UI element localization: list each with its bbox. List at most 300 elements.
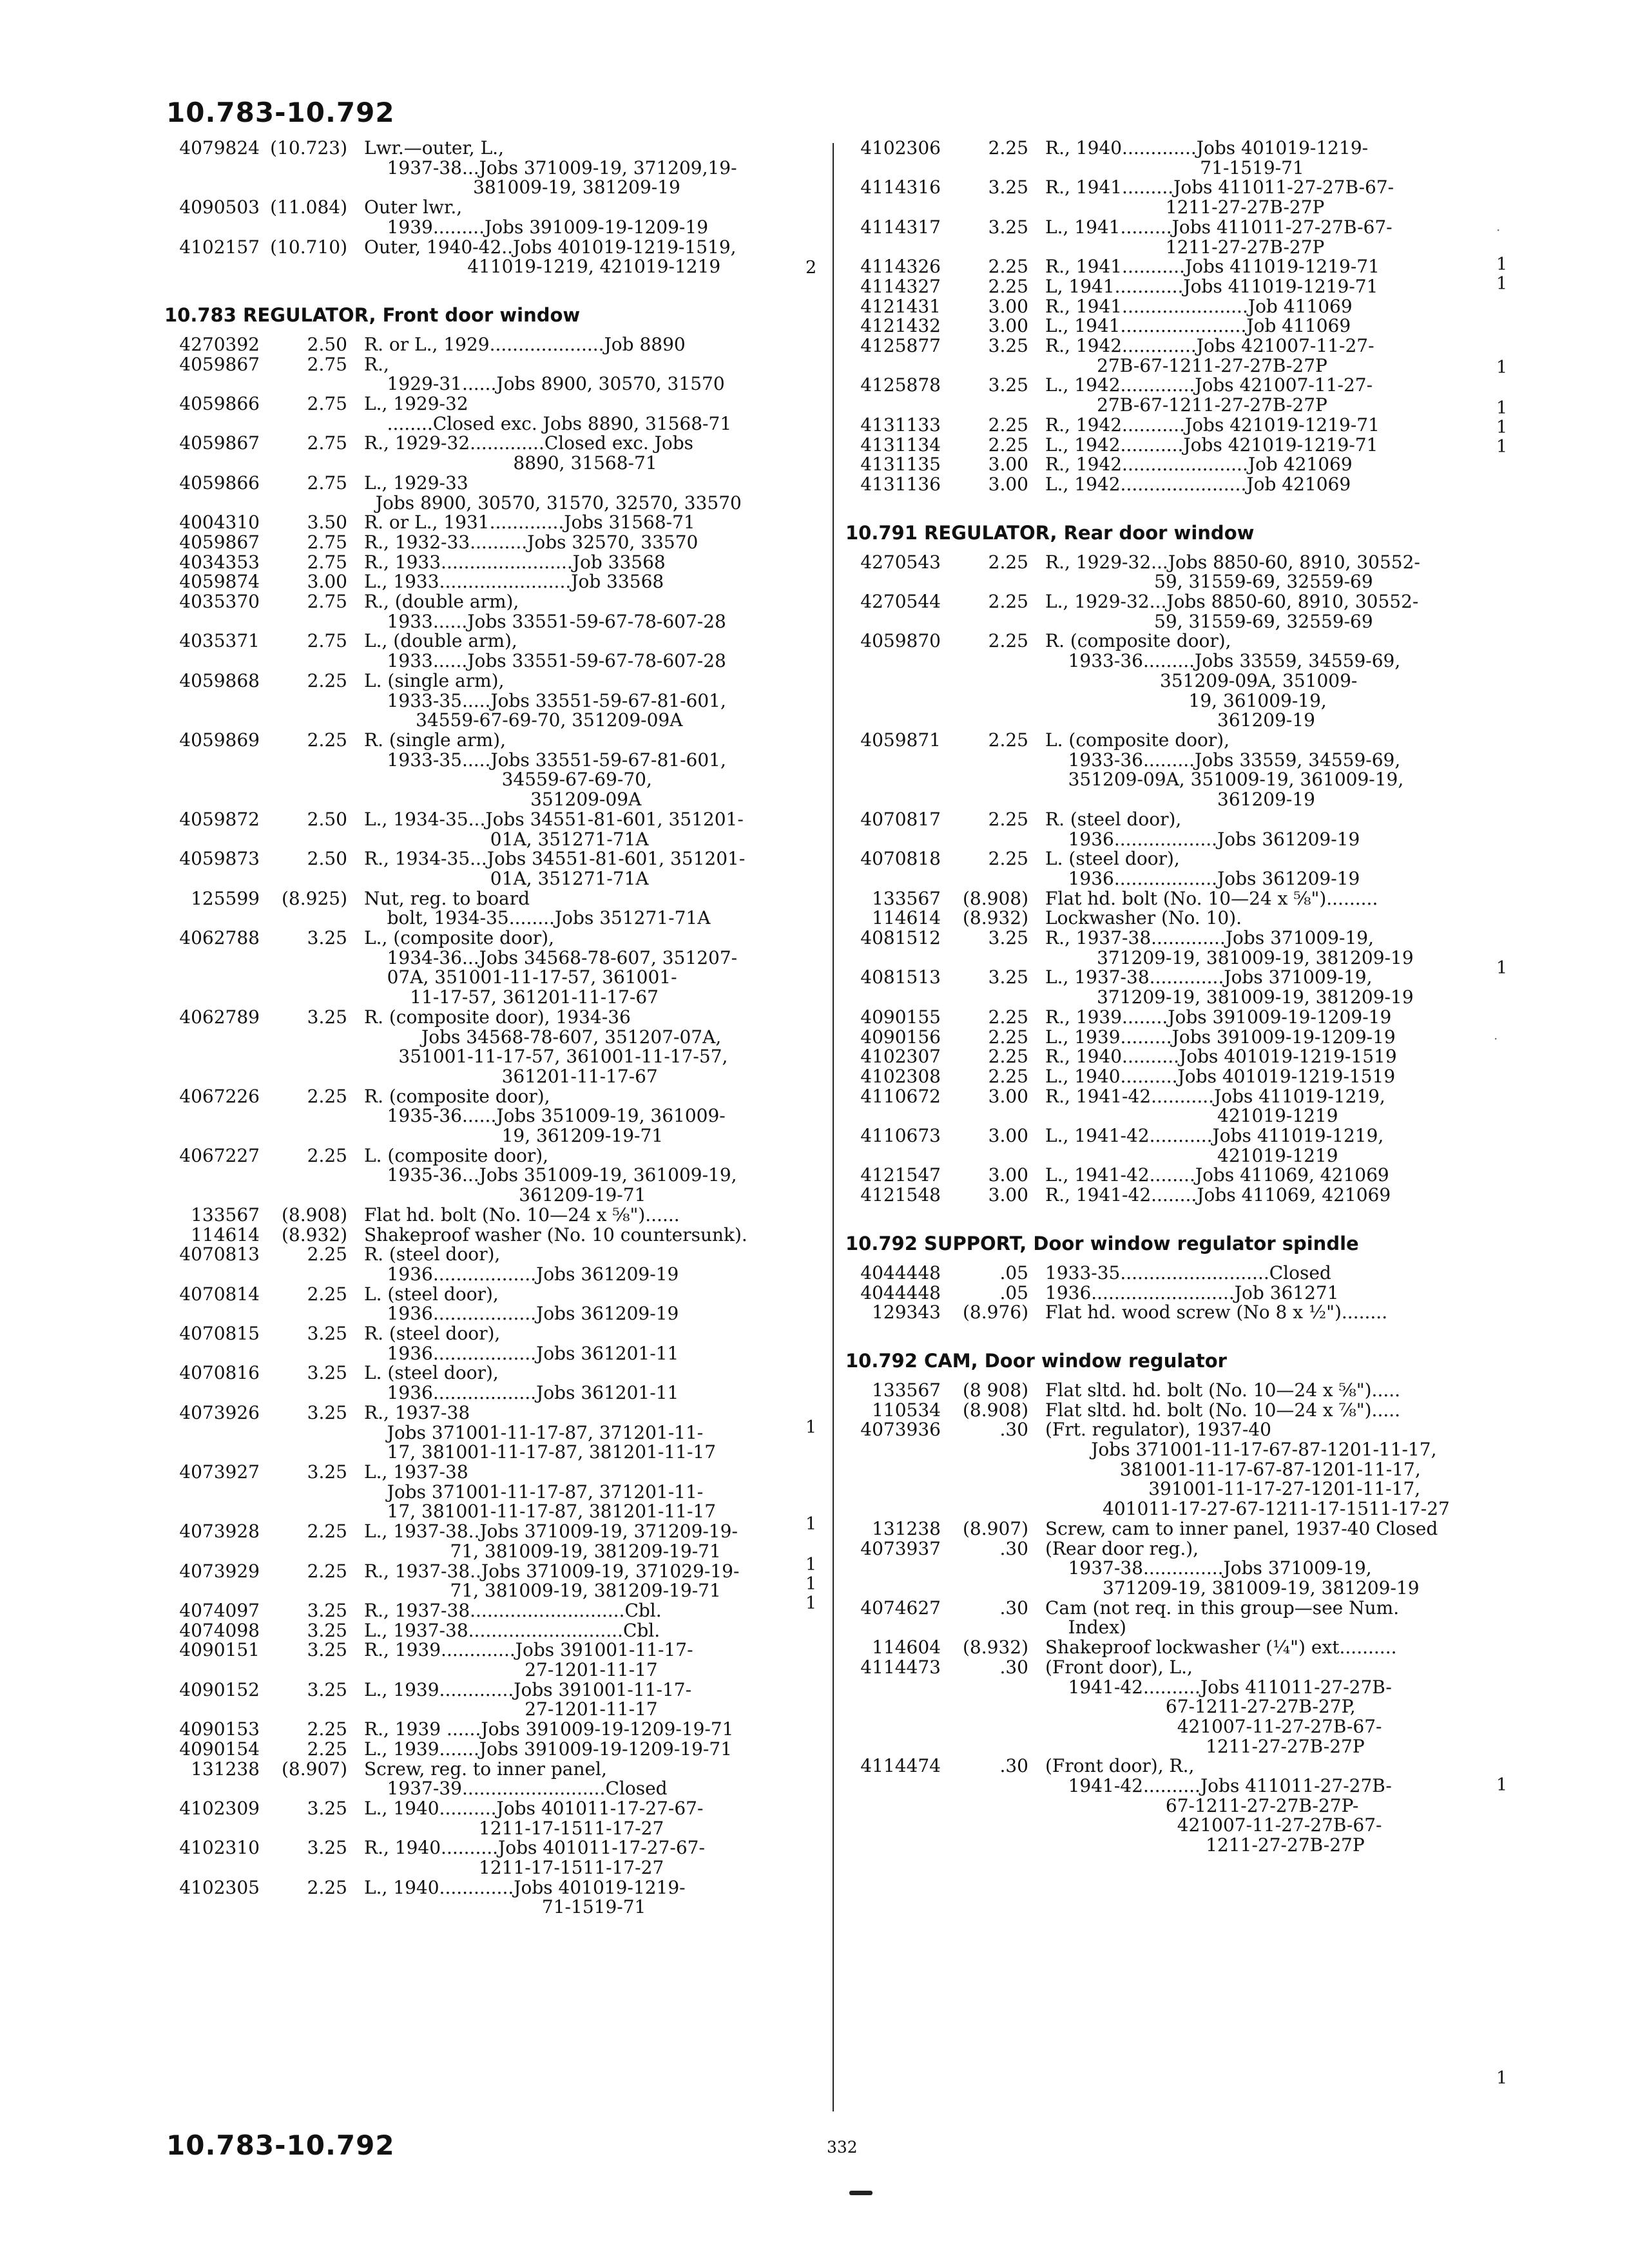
part-row: [164, 474, 809, 513]
description-line: Screw, cam to inner panel, 1937-40 Closed: [1045, 1517, 1438, 1539]
description-line: 1934-36...Jobs 34568-78-607, 351207-: [364, 947, 738, 968]
description-line: 27B-67-1211-27-27B-27P: [1045, 394, 1327, 416]
part-number: 4102305: [179, 1876, 260, 1898]
part-price: 2.75: [307, 432, 347, 454]
description-line: 1933-36.........Jobs 33559, 34559-69,: [1045, 749, 1401, 771]
part-price: 2.25: [988, 1026, 1028, 1048]
part-description: [1045, 1756, 1448, 1856]
part-row: [845, 1264, 1448, 1283]
description-line: 1937-39.........................Closed: [364, 1778, 668, 1800]
description-line: R., 1940.............Jobs 401019-1219-: [1045, 137, 1369, 159]
description-line: L., 1937-38..Jobs 371009-19, 371209-19-: [364, 1521, 738, 1542]
part-row: [164, 1245, 809, 1284]
description-line: 59, 31559-69, 32559-69: [1045, 571, 1373, 593]
section-heading: 10.791 REGULATOR, Rear door window: [845, 521, 1255, 544]
part-number: 4079824: [179, 137, 260, 159]
description-line: R., 1929-32.............Closed exc. Jobs: [364, 432, 694, 454]
part-description: [1045, 1008, 1448, 1028]
part-description: [364, 198, 809, 237]
part-number: 4270543: [860, 551, 941, 573]
part-description: [364, 1621, 809, 1641]
part-description: [1045, 1264, 1448, 1283]
description-line: L. (composite door),: [1045, 729, 1230, 751]
description-line: 1211-27-27B-27P: [1045, 197, 1325, 218]
part-price: 2.75: [307, 472, 347, 494]
margin-mark: 1: [1496, 255, 1508, 274]
part-description: [364, 1562, 809, 1601]
part-row: [164, 631, 809, 671]
part-number: 125599: [191, 887, 260, 909]
part-number: 4131136: [860, 473, 941, 495]
description-line: 19, 361209-19-71: [364, 1125, 664, 1147]
part-description: [364, 434, 809, 473]
description-line: 371209-19, 381009-19, 381209-19: [1045, 986, 1414, 1008]
part-price: 3.25: [307, 1797, 347, 1819]
part-description: [364, 1463, 809, 1522]
description-line: 1933-36.........Jobs 33559, 34559-69,: [1045, 650, 1401, 672]
part-price: .30: [999, 1419, 1028, 1441]
part-description: [1045, 1658, 1448, 1757]
part-row: [845, 1420, 1448, 1519]
description-line: R., 1942......................Job 421069: [1045, 454, 1353, 476]
part-row: [164, 1680, 809, 1720]
description-line: L., 1939.........Jobs 391009-19-1209-19: [1045, 1026, 1396, 1048]
description-line: R. (composite door), 1934-36: [364, 1006, 631, 1028]
description-line: Flat hd. bolt (No. 10—24 x ⅝").........: [1045, 887, 1378, 909]
description-line: L., 1940..........Jobs 401011-17-27-67-: [364, 1797, 704, 1819]
description-line: R. (composite door),: [364, 1085, 550, 1107]
part-number: 133567: [872, 1379, 941, 1401]
description-line: L., 1929-32...Jobs 8850-60, 8910, 30552-: [1045, 591, 1419, 613]
part-description: [364, 889, 809, 928]
part-price: 2.75: [307, 531, 347, 553]
description-line: Flat sltd. hd. bolt (No. 10—24 x ⅝").....: [1045, 1379, 1401, 1401]
description-line: 381001-11-17-67-87-1201-11-17,: [1045, 1458, 1421, 1480]
part-price: (8.908): [281, 1204, 347, 1225]
part-row: [845, 1638, 1448, 1658]
part-price: 2.25: [307, 1738, 347, 1760]
part-price: (8.976): [962, 1302, 1028, 1323]
description-line: R. (composite door),: [1045, 630, 1231, 652]
part-price: 2.50: [307, 848, 347, 870]
description-line: 381009-19, 381209-19: [364, 177, 680, 198]
part-price: 2.25: [988, 1006, 1028, 1028]
part-description: [1045, 908, 1448, 928]
part-number: 4070813: [179, 1244, 260, 1265]
part-price: 3.25: [307, 1619, 347, 1641]
part-description: [364, 1403, 809, 1463]
part-row: [164, 1522, 809, 1561]
description-line: (Frt. regulator), 1937-40: [1045, 1419, 1271, 1441]
description-line: 421019-1219: [1045, 1144, 1338, 1166]
part-description: [1045, 376, 1448, 415]
part-number: 4059867: [179, 531, 260, 553]
part-price: 2.25: [988, 551, 1028, 573]
part-description: [1045, 1599, 1448, 1638]
part-row: [845, 1756, 1448, 1856]
part-description: [1045, 889, 1448, 909]
part-description: [1045, 218, 1448, 257]
part-number: 4035370: [179, 591, 260, 613]
part-description: [364, 1720, 809, 1740]
part-description: [1045, 928, 1448, 968]
part-row: [164, 1206, 809, 1225]
part-row: [845, 1303, 1448, 1323]
description-line: R. (steel door),: [1045, 808, 1182, 830]
description-line: 1939.........Jobs 391009-19-1209-19: [364, 216, 709, 238]
part-price: 3.25: [307, 1323, 347, 1345]
description-line: R., 1941......................Job 411069: [1045, 295, 1353, 317]
part-description: [364, 513, 809, 533]
description-line: 391001-11-17-27-1201-11-17,: [1045, 1478, 1421, 1500]
part-number: 4073927: [179, 1461, 260, 1483]
description-line: L., 1934-35...Jobs 34551-81-601, 351201-: [364, 808, 744, 830]
part-row: [845, 455, 1448, 475]
part-description: [364, 731, 809, 810]
description-line: 1211-27-27B-27P: [1045, 236, 1325, 258]
part-row: [845, 1028, 1448, 1048]
description-line: 27B-67-1211-27-27B-27P: [1045, 354, 1327, 376]
part-description: [364, 139, 809, 198]
part-number: 4121432: [860, 315, 941, 337]
description-line: 361209-19-71: [364, 1184, 646, 1206]
description-line: R., 1933.......................Job 33568: [364, 551, 666, 573]
part-row: [164, 1760, 809, 1799]
part-number: 4034353: [179, 551, 260, 573]
part-price: 2.25: [307, 1085, 347, 1107]
part-price: 3.00: [988, 473, 1028, 495]
description-line: Lwr.—outer, L.,: [364, 137, 504, 159]
part-number: 4114473: [860, 1656, 941, 1678]
part-description: [364, 1640, 809, 1680]
description-line: 361209-19: [1045, 789, 1315, 811]
part-price: 2.25: [307, 1876, 347, 1898]
part-price: 3.25: [307, 1837, 347, 1859]
description-line: R., 1942...........Jobs 421019-1219-71: [1045, 414, 1380, 436]
description-line: 421007-11-27-27B-67-: [1045, 1715, 1382, 1737]
part-number: 4270392: [179, 333, 260, 355]
part-description: [1045, 436, 1448, 456]
part-description: [364, 533, 809, 553]
description-line: 421007-11-27-27B-67-: [1045, 1814, 1382, 1836]
margin-mark: 1: [1496, 274, 1508, 294]
description-line: R. (steel door),: [364, 1323, 501, 1345]
page-header-bottom: 10.783-10.792: [166, 2129, 395, 2161]
part-row: [845, 631, 1448, 731]
part-description: [1045, 1028, 1448, 1048]
part-price: 2.25: [988, 275, 1028, 297]
part-description: [364, 1245, 809, 1284]
description-line: R., 1941-42........Jobs 411069, 421069: [1045, 1184, 1391, 1206]
description-line: L, 1941............Jobs 411019-1219-71: [1045, 275, 1378, 297]
part-description: [1045, 1519, 1448, 1539]
description-line: 17, 381001-11-17-87, 381201-11-17: [364, 1441, 717, 1463]
part-description: [1045, 968, 1448, 1007]
description-line: (Front door), R.,: [1045, 1755, 1195, 1777]
description-line: R., 1939........Jobs 391009-19-1209-19: [1045, 1006, 1392, 1028]
part-price: 3.00: [307, 571, 347, 593]
margin-tick: ·: [1494, 1031, 1498, 1046]
part-price: 2.25: [988, 1046, 1028, 1068]
description-line: (Front door), L.,: [1045, 1656, 1193, 1678]
description-line: Shakeproof washer (No. 10 countersunk).: [364, 1224, 747, 1245]
part-row: [164, 928, 809, 1008]
part-row: [164, 1008, 809, 1087]
part-number: 133567: [872, 887, 941, 909]
part-description: [1045, 1047, 1448, 1067]
part-number: 4067226: [179, 1085, 260, 1107]
part-description: [1045, 1420, 1448, 1519]
part-row: [164, 1363, 809, 1403]
part-price: 3.25: [307, 1639, 347, 1661]
part-number: 114604: [872, 1637, 941, 1658]
description-line: 1941-42..........Jobs 411011-27-27B-: [1045, 1676, 1392, 1698]
part-number: 4114326: [860, 256, 941, 278]
part-description: [1045, 1539, 1448, 1599]
description-line: 371209-19, 381009-19, 381209-19: [1045, 947, 1414, 968]
part-description: [364, 1285, 809, 1324]
left-column: [164, 139, 809, 1917]
part-number: 4110673: [860, 1125, 941, 1147]
description-line: 351209-09A, 351009-: [1045, 669, 1358, 691]
description-line: L. (single arm),: [364, 669, 505, 691]
part-price: (10.710): [270, 236, 347, 258]
part-number: 4059870: [860, 630, 941, 652]
margin-mark: 1: [1496, 398, 1508, 418]
description-line: R., 1937-38.............Jobs 371009-19,: [1045, 927, 1374, 949]
part-row: [845, 968, 1448, 1007]
part-row: [164, 1087, 809, 1146]
part-row: [845, 553, 1448, 592]
part-row: [845, 928, 1448, 968]
part-price: 3.00: [988, 315, 1028, 337]
description-line: 351209-09A, 351009-19, 361009-19,: [1045, 769, 1404, 791]
description-line: R., 1940..........Jobs 401019-1219-1519: [1045, 1046, 1397, 1068]
part-description: [364, 1760, 809, 1799]
part-description: [364, 394, 809, 434]
part-row: [845, 889, 1448, 909]
part-row: [164, 1403, 809, 1463]
description-line: 27-1201-11-17: [364, 1698, 658, 1720]
part-row: [164, 849, 809, 889]
part-row: [164, 1838, 809, 1878]
part-row: [845, 1539, 1448, 1599]
description-line: 07A, 351001-11-17-57, 361001-: [364, 966, 677, 988]
part-row: [845, 1401, 1448, 1421]
part-description: [1045, 731, 1448, 810]
part-number: 133567: [191, 1204, 260, 1225]
part-row: [164, 1740, 809, 1760]
description-line: R., 1932-33..........Jobs 32570, 33570: [364, 531, 699, 553]
part-description: [364, 1225, 809, 1245]
part-description: [1045, 1381, 1448, 1401]
part-price: 2.25: [307, 1144, 347, 1166]
description-line: 1937-38...Jobs 371009-19, 371209,19-: [364, 157, 737, 178]
description-line: 34559-67-69-70,: [364, 769, 652, 791]
right-column: [845, 139, 1448, 1856]
part-number: 110534: [872, 1399, 941, 1421]
margin-mark: 1: [805, 1593, 817, 1613]
part-number: 4059874: [179, 571, 260, 593]
part-number: 4090152: [179, 1678, 260, 1700]
part-price: 2.50: [307, 808, 347, 830]
description-line: R. or L., 1929....................Job 8890: [364, 333, 686, 355]
part-row: [164, 810, 809, 849]
description-line: 1933......Jobs 33551-59-67-78-607-28: [364, 610, 726, 632]
part-row: [845, 475, 1448, 495]
part-description: [364, 592, 809, 631]
page-header-top: 10.783-10.792: [166, 97, 395, 128]
part-price: 2.25: [307, 1244, 347, 1265]
part-description: [364, 572, 809, 592]
part-number: 4070816: [179, 1362, 260, 1384]
description-line: L., 1941-42........Jobs 411069, 421069: [1045, 1164, 1389, 1186]
part-description: [364, 810, 809, 849]
description-line: R.,: [364, 353, 389, 375]
description-line: R., 1937-38..Jobs 371009-19, 371029-19-: [364, 1560, 740, 1582]
part-row: [845, 1008, 1448, 1028]
part-description: [364, 631, 809, 671]
description-line: R., 1929-32...Jobs 8850-60, 8910, 30552-: [1045, 551, 1420, 573]
part-price: 3.25: [988, 177, 1028, 198]
part-number: 4062789: [179, 1006, 260, 1028]
description-line: R., 1939.............Jobs 391001-11-17-: [364, 1639, 693, 1661]
part-description: [1045, 1087, 1448, 1126]
description-line: 361201-11-17-67: [364, 1065, 658, 1087]
part-row: [845, 178, 1448, 217]
part-description: [1045, 631, 1448, 731]
description-line: R., (double arm),: [364, 591, 519, 613]
part-description: [364, 355, 809, 394]
part-number: 4121548: [860, 1184, 941, 1206]
description-line: R., 1941.........Jobs 411011-27-27B-67-: [1045, 177, 1394, 198]
part-description: [1045, 810, 1448, 849]
description-line: R., 1942.............Jobs 421007-11-27-: [1045, 335, 1374, 357]
part-price: 2.75: [307, 591, 347, 613]
part-row: [164, 434, 809, 473]
part-price: .30: [999, 1597, 1028, 1619]
part-row: [164, 1562, 809, 1601]
part-description: [364, 1838, 809, 1878]
description-line: R., 1941...........Jobs 411019-1219-71: [1045, 256, 1380, 278]
part-number: 4131134: [860, 434, 941, 456]
part-number: 4044448: [860, 1262, 941, 1283]
description-line: L., 1929-33: [364, 472, 468, 494]
part-description: [364, 1363, 809, 1403]
part-description: [364, 1008, 809, 1087]
part-price: 2.25: [988, 256, 1028, 278]
part-row: [164, 355, 809, 394]
part-row: [164, 1146, 809, 1206]
part-price: .05: [999, 1282, 1028, 1303]
description-line: 1929-31......Jobs 8900, 30570, 31570: [364, 373, 725, 395]
part-row: [845, 257, 1448, 277]
part-description: [1045, 336, 1448, 376]
part-description: [1045, 849, 1448, 889]
part-price: (8.907): [281, 1758, 347, 1780]
description-line: 71, 381009-19, 381209-19-71: [364, 1580, 721, 1602]
part-row: [164, 198, 809, 237]
description-line: 67-1211-27-27B-27P-: [1045, 1794, 1359, 1816]
part-price: 3.25: [988, 966, 1028, 988]
description-line: L. (steel door),: [1045, 848, 1180, 870]
description-line: 67-1211-27-27B-27P,: [1045, 1696, 1356, 1718]
part-number: 4074098: [179, 1619, 260, 1641]
part-price: 2.25: [307, 1283, 347, 1305]
description-line: L., 1941......................Job 411069: [1045, 315, 1351, 337]
part-description: [364, 1601, 809, 1621]
part-price: 2.75: [307, 353, 347, 375]
description-line: Lockwasher (No. 10).: [1045, 907, 1242, 929]
part-description: [1045, 316, 1448, 336]
description-line: L., 1942.............Jobs 421007-11-27-: [1045, 374, 1373, 396]
description-line: 71-1519-71: [364, 1896, 646, 1918]
part-number: 4074097: [179, 1599, 260, 1621]
part-description: [1045, 1186, 1448, 1206]
part-row: [845, 592, 1448, 631]
part-price: 3.00: [988, 295, 1028, 317]
part-price: 3.25: [307, 1006, 347, 1028]
part-number: 4067227: [179, 1144, 260, 1166]
part-price: .05: [999, 1262, 1028, 1283]
description-line: 17, 381001-11-17-87, 381201-11-17: [364, 1501, 717, 1523]
part-row: [164, 572, 809, 592]
part-price: .30: [999, 1755, 1028, 1777]
part-price: 2.75: [307, 630, 347, 652]
part-price: 2.25: [988, 808, 1028, 830]
section-heading: 10.792 SUPPORT, Door window regulator spindle: [845, 1232, 1359, 1254]
description-line: R. (single arm),: [364, 729, 506, 751]
description-line: R., 1941-42...........Jobs 411019-1219,: [1045, 1085, 1385, 1107]
part-price: 2.25: [307, 1521, 347, 1542]
description-line: Outer lwr.,: [364, 197, 463, 218]
description-line: R. (steel door),: [364, 1244, 501, 1265]
description-line: 351001-11-17-57, 361001-11-17-57,: [364, 1046, 728, 1068]
part-description: [1045, 139, 1448, 178]
description-line: R., 1934-35...Jobs 34551-81-601, 351201-: [364, 848, 746, 870]
part-description: [364, 1878, 809, 1917]
column-divider: [833, 143, 834, 2111]
part-price: 3.00: [988, 454, 1028, 476]
part-price: 2.25: [988, 848, 1028, 870]
part-row: [164, 533, 809, 553]
part-row: [845, 376, 1448, 415]
description-line: (Rear door reg.),: [1045, 1537, 1199, 1559]
part-number: 4110672: [860, 1085, 941, 1107]
part-number: 4090503: [179, 197, 260, 218]
part-price: 3.25: [307, 1678, 347, 1700]
part-number: 4090155: [860, 1006, 941, 1028]
part-price: 2.25: [988, 591, 1028, 613]
part-row: [164, 1463, 809, 1522]
section-heading: 10.783 REGULATOR, Front door window: [164, 303, 581, 326]
part-row: [845, 1186, 1448, 1206]
description-line: R., 1940..........Jobs 401011-17-27-67-: [364, 1837, 705, 1859]
part-row: [845, 436, 1448, 456]
description-line: 1935-36...Jobs 351009-19, 361009-19,: [364, 1164, 737, 1186]
description-line: L., 1942......................Job 421069: [1045, 473, 1351, 495]
part-price: (8.932): [962, 907, 1028, 929]
part-number: 4059873: [179, 848, 260, 870]
part-description: [364, 928, 809, 1008]
part-number: 4059867: [179, 432, 260, 454]
description-line: Index): [1045, 1617, 1126, 1639]
part-number: 4070818: [860, 848, 941, 870]
description-line: Screw, reg. to inner panel,: [364, 1758, 607, 1780]
part-row: [845, 908, 1448, 928]
description-line: L. (composite door),: [364, 1144, 549, 1166]
part-number: 4073926: [179, 1401, 260, 1423]
